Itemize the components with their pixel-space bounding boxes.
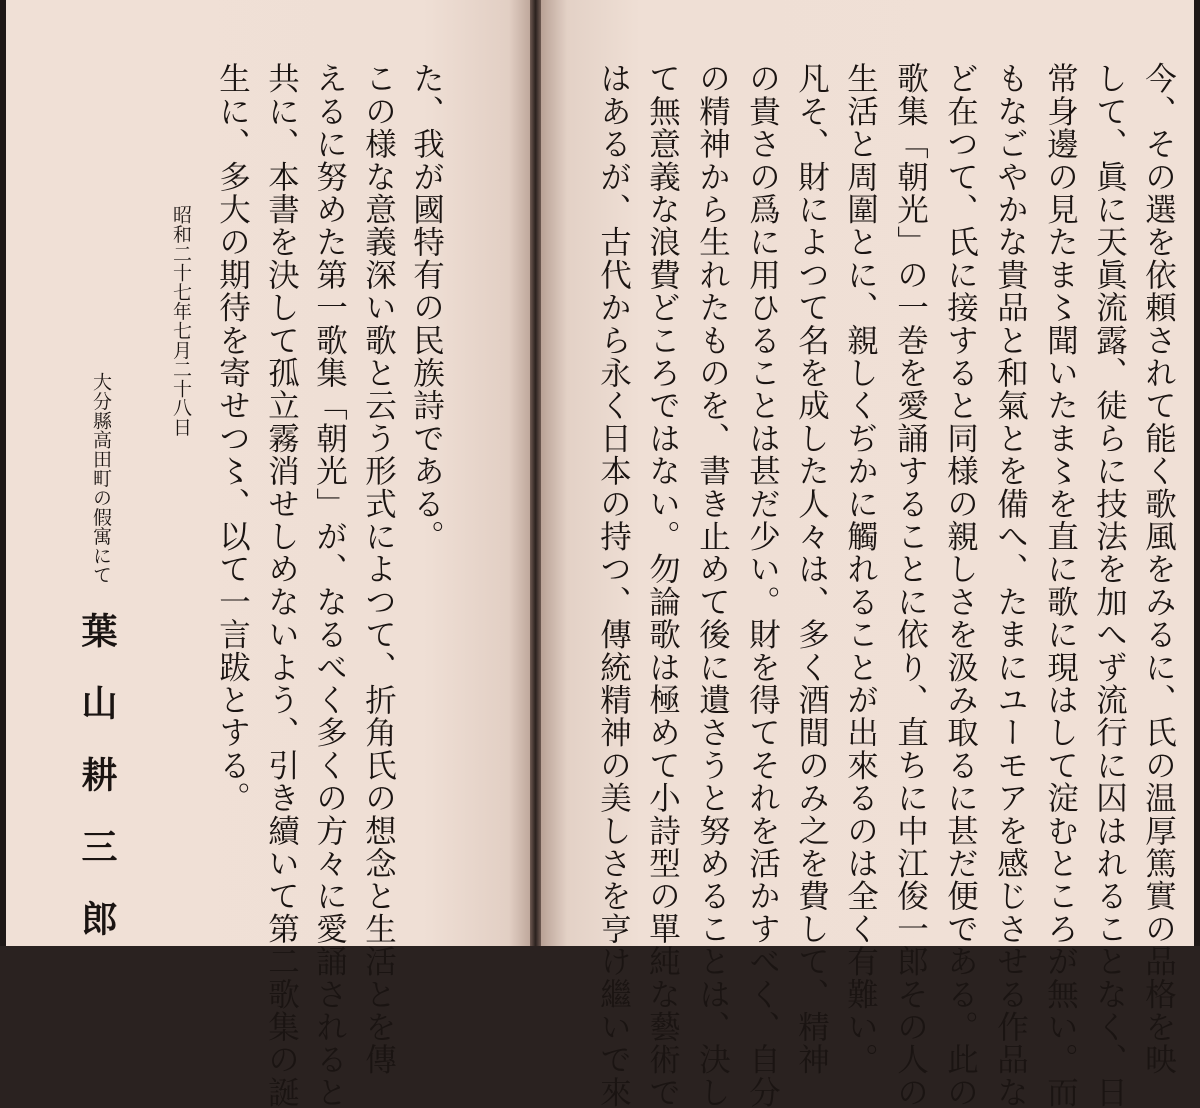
left-page-line: 共に、本書を決して孤立霧消せしめないよう、引き續いて第二歌集の誕 [263,62,300,1108]
left-page-line: 生に、多大の期待を寄せつ〻、以て一言跋とする。 [214,62,251,815]
right-page-line: はあるが、古代から永く日本の持つ、傳統精神の美しさを亨け繼いで來 [595,62,632,1108]
page-edge-left [0,0,6,946]
right-page-line: 今、その選を依頼されて能く歌風をみるに、氏の温厚篤實の品格を映 [1140,62,1177,1076]
book-gutter [530,0,541,946]
page-edge-right [1194,0,1200,946]
right-page-line: の精神から生れたものを、書き止めて後に遺さうと努めることは、決し [694,62,731,1108]
right-page-line: もなごやかな貴品と和氣とを備へ、たまにユーモアを感じさせる作品な [992,62,1029,1108]
right-page-line: て無意義な浪費どころではない。勿論歌は極めて小詩型の單純な藝術で [644,62,681,1108]
afterword-place: 大分縣高田町の假寓にて [90,372,112,585]
left-page-line: この様な意義深い歌と云う形式によつて、折角氏の想念と生活とを傳 [360,62,397,1076]
right-page-line: ど在つて、氏に接すると同様の親しさを汲み取るに甚だ便である。此の [942,62,979,1108]
right-page-line: 生活と周圍とに、親しくぢかに觸れることが出來るのは全く有難い。 [842,62,879,1076]
right-page-line: 常身邊の見たま〻聞いたま〻を直に歌に現はして淀むところが無い。而 [1042,62,1079,1108]
right-page-line: の貴さの爲に用ひることは甚だ少い。財を得てそれを活かすべく、自分 [744,62,781,1108]
left-page-line: えるに努めた第一歌集「朝光」が、なるべく多くの方々に愛誦されると [311,62,348,1108]
right-page-line: して、眞に天眞流露、徒らに技法を加へず流行に囚はれることなく、日 [1091,62,1128,1108]
author-name: 葉山耕三郎 [76,612,118,972]
afterword-date: 昭和二十七年七月二十八日 [170,205,192,437]
right-page-line: 凡そ、財によつて名を成した人々は、多く酒間のみ之を費して、精神 [793,62,830,1076]
left-page-line: た、我が國特有の民族詩である。 [408,62,445,553]
right-page-line: 歌集「朝光」の一巻を愛誦することに依り、直ちに中江俊一郎その人の [892,62,929,1108]
